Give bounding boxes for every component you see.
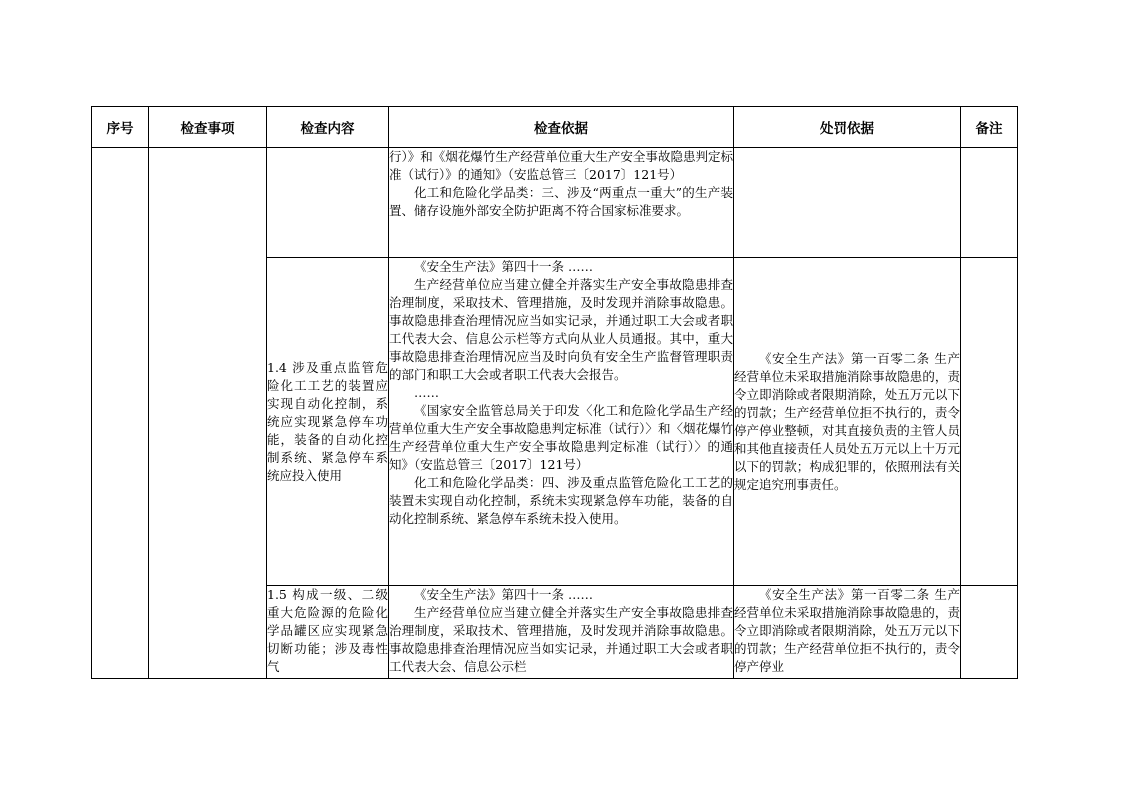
basis-paragraph: 《安全生产法》第四十一条 …… (414, 259, 593, 274)
remarks-cell (961, 258, 1018, 586)
penalty-basis-cell (734, 258, 961, 586)
header-inspection-content: 检查内容 (267, 107, 389, 148)
serial-number-cell (92, 148, 149, 679)
remarks-cell (961, 586, 1018, 679)
basis-paragraph: 生产经营单位应当建立健全并落实生产安全事故隐患排查治理制度，采取技术、管理措施，及时发现并消除事故隐患。事故隐患排查治理情况应当如实记录，并通过职工大会或者职工代表大会、信息公示栏 (389, 605, 733, 674)
inspection-content-cell (267, 258, 389, 586)
basis-paragraph: 行）》和《烟花爆竹生产经营单位重大生产安全事故隐患判定标准（试行）》的通知》（安监总管三〔2017〕121号） (389, 149, 733, 182)
basis-paragraph: 化工和危险化学品类：三、涉及“两重点一重大”的生产装置、储存设施外部安全防护距离不符合国家标准要求。 (389, 185, 733, 218)
header-remarks: 备注 (961, 107, 1018, 148)
header-inspection-basis: 检查依据 (389, 107, 734, 148)
header-penalty-basis: 处罚依据 (734, 107, 961, 148)
inspection-basis-cell (389, 586, 734, 679)
inspection-content-cell (267, 586, 389, 679)
header-row (92, 107, 1018, 148)
remarks-cell (961, 148, 1018, 258)
inspection-basis-cell (389, 148, 734, 258)
inspection-table (91, 106, 1018, 679)
inspection-content-text: 1.4 涉及重点监管危险化工工艺的装置应实现自动化控制，系统应实现紧急停车功能，装备的自动化控制系统、紧急停车系统应投入使用 (267, 359, 388, 483)
penalty-paragraph: 《安全生产法》第一百零二条 生产经营单位未采取措施消除事故隐患的，责令立即消除或者限期消除，处五万元以下的罚款；生产经营单位拒不执行的，责令停产停业整顿，对其直接负责的主管人员和其他直接责任人员处五万元以上十万元以下的罚款；构成犯罪的，依照刑法有关规定追究刑事责任。 (734, 350, 960, 492)
inspection-content-cell (267, 148, 389, 258)
header-serial-number: 序号 (92, 107, 149, 148)
penalty-paragraph: 《安全生产法》第一百零二条 生产经营单位未采取措施消除事故隐患的，责令立即消除或者限期消除，处五万元以下的罚款；生产经营单位拒不执行的，责令停产停业 (734, 587, 960, 674)
penalty-basis-cell (734, 586, 961, 679)
basis-paragraph: 生产经营单位应当建立健全并落实生产安全事故隐患排查治理制度，采取技术、管理措施，及时发现并消除事故隐患。事故隐患排查治理情况应当如实记录，并通过职工大会或者职工代表大会、信息公示栏等方式向从业人员通报。其中，重大事故隐患排查治理情况应当及时向负有安全生产监督管理职责的部门和职工大会或者职工代表大会报告。 (389, 277, 733, 382)
basis-paragraph: …… (414, 385, 439, 400)
inspection-content-text: 1.5 构成一级、二级重大危险源的危险化学品罐区应实现紧急切断功能；涉及毒性气 (267, 587, 388, 674)
basis-paragraph: 《国家安全监管总局关于印发〈化工和危险化学品生产经营单位重大生产安全事故隐患判定标准（试行）〉和〈烟花爆竹生产经营单位重大生产安全事故隐患判定标准（试行）〉的通知》（安监总管三〔2017〕121号） (389, 403, 733, 472)
table-row (92, 148, 1018, 258)
basis-paragraph: 《安全生产法》第四十一条 …… (414, 587, 593, 602)
header-inspection-item: 检查事项 (149, 107, 267, 148)
inspection-basis-cell (389, 258, 734, 586)
basis-paragraph: 化工和危险化学品类：四、涉及重点监管危险化工工艺的装置未实现自动化控制，系统未实现紧急停车功能，装备的自动化控制系统、紧急停车系统未投入使用。 (389, 475, 733, 526)
inspection-item-cell (149, 148, 267, 679)
penalty-basis-cell (734, 148, 961, 258)
